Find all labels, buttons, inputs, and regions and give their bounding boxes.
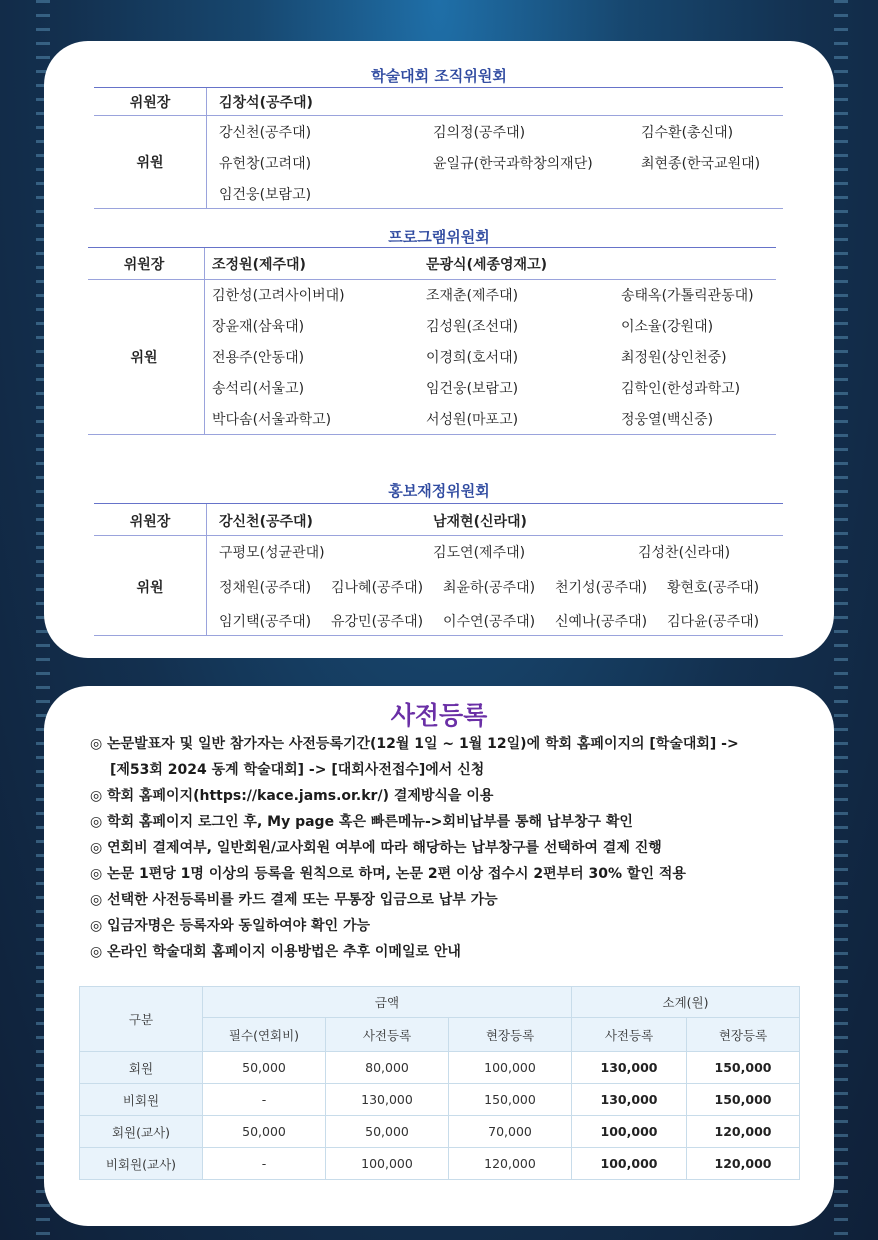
cell: 50,000 [203,1052,326,1084]
sub-header: 사전등록 [326,1018,449,1052]
divider [94,208,783,209]
program-member-label: 위원 [130,350,158,366]
member: 김성찬(신라대) [638,545,731,561]
registration-card [44,686,834,1226]
program-chair-label: 위원장 [123,257,165,273]
member: 이경희(호서대) [426,350,519,366]
member: 유헌창(고려대) [219,156,312,172]
member: 김수환(총신대) [641,125,734,141]
registration-line: ◎ 선택한 사전등록비를 카드 결제 또는 무통장 입금으로 납부 가능 [90,892,498,908]
member: 김한성(고려사이버대) [212,288,345,304]
table-row [80,1116,800,1148]
col-group-header: 구분 [80,987,203,1052]
member: 최윤하(공주대) [443,580,536,596]
registration-line: [제53회 2024 동계 학술대회] -> [대회사전접수]에서 신청 [110,762,485,778]
pr-chair: 남재현(신라대) [433,514,527,530]
cell: 120,000 [687,1116,800,1148]
member: 정웅열(백신중) [621,412,714,428]
cell: 70,000 [449,1116,572,1148]
registration-line: ◎ 연회비 결제여부, 일반회원/교사회원 여부에 따라 해당하는 납부창구를 선택하여 결제 진행 [90,840,662,856]
member: 최현종(한국교원대) [641,156,761,172]
organizing-chair: 김창석(공주대) [219,95,313,111]
member: 김다윤(공주대) [667,614,760,630]
row-label: 비회원(교사) [80,1148,203,1180]
divider [94,535,783,536]
cell: 50,000 [326,1116,449,1148]
registration-line: ◎ 학회 홈페이지 로그인 후, My page 혹은 빠른메뉴->회비납부를 통해 납부창구 확인 [90,814,633,830]
pr-chair: 강신천(공주대) [219,514,313,530]
member: 김학인(한성과학고) [621,381,741,397]
cell: 150,000 [449,1084,572,1116]
member: 유강민(공주대) [331,614,424,630]
member: 정채원(공주대) [219,580,312,596]
member: 임기택(공주대) [219,614,312,630]
fee-table [79,986,800,1180]
cell: - [203,1084,326,1116]
subtotal-header: 소계(원) [572,987,800,1018]
committee-card [44,41,834,658]
table-row [80,1052,800,1084]
registration-line: ◎ 온라인 학술대회 홈페이지 이용방법은 추후 이메일로 안내 [90,944,461,960]
registration-line: ◎ 논문 1편당 1명 이상의 등록을 원칙으로 하며, 논문 2편 이상 접수시 2편부터 30% 할인 적용 [90,866,686,882]
member: 김나혜(공주대) [331,580,424,596]
member: 최정원(상인천중) [621,350,727,366]
member: 김성원(조선대) [426,319,519,335]
cell: 130,000 [572,1052,687,1084]
member: 서성원(마포고) [426,412,519,428]
row-label: 회원 [80,1052,203,1084]
member: 이수연(공주대) [443,614,536,630]
cell: 150,000 [687,1084,800,1116]
member: 송태옥(가톨릭관동대) [621,288,754,304]
cell: 50,000 [203,1116,326,1148]
member: 강신천(공주대) [219,125,312,141]
divider [88,434,776,435]
divider [94,115,783,116]
pr-chair-label: 위원장 [129,514,171,530]
cell: 150,000 [687,1052,800,1084]
cell: 130,000 [572,1084,687,1116]
sub-header: 사전등록 [572,1018,687,1052]
organizing-chair-label: 위원장 [129,95,171,111]
organizing-member-label: 위원 [136,155,164,171]
divider [94,503,783,504]
pr-member-label: 위원 [136,580,164,596]
cell: 120,000 [449,1148,572,1180]
cell: 100,000 [449,1052,572,1084]
member: 박다솜(서울과학고) [212,412,332,428]
decorative-dots-right [834,0,848,1240]
cell: 100,000 [572,1116,687,1148]
amount-header: 금액 [203,987,572,1018]
divider [204,248,205,434]
registration-line: ◎ 학회 홈페이지(https://kace.jams.or.kr/) 결제방식을 이용 [90,788,494,804]
sub-header: 필수(연회비) [203,1018,326,1052]
member: 천기성(공주대) [555,580,648,596]
registration-title: 사전등록 [390,701,488,730]
member: 조재춘(제주대) [426,288,519,304]
cell: - [203,1148,326,1180]
divider [94,87,783,88]
member: 김의정(공주대) [433,125,526,141]
member: 신예나(공주대) [555,614,648,630]
member: 김도연(제주대) [433,545,526,561]
member: 임건웅(보람고) [426,381,519,397]
pr-committee-title: 홍보재정위원회 [388,482,490,500]
table-row [80,1084,800,1116]
program-chair: 조정원(제주대) [212,257,306,273]
divider [88,247,776,248]
cell: 80,000 [326,1052,449,1084]
cell: 100,000 [326,1148,449,1180]
registration-line: ◎ 논문발표자 및 일반 참가자는 사전등록기간(12월 1일 ~ 1월 12일)에 학회 홈페이지의 [학술대회] -> [90,736,739,752]
member: 전용주(안동대) [212,350,305,366]
member: 황현호(공주대) [667,580,760,596]
member: 구평모(성균관대) [219,545,325,561]
member: 장윤재(삼육대) [212,319,305,335]
table-row [80,1148,800,1180]
organizing-committee-title: 학술대회 조직위원회 [371,67,507,85]
divider [88,279,776,280]
program-committee-title: 프로그램위원회 [388,228,490,246]
sub-header: 현장등록 [449,1018,572,1052]
member: 이소율(강원대) [621,319,714,335]
program-chair: 문광식(세종영재고) [426,257,547,273]
divider [94,635,783,636]
cell: 120,000 [687,1148,800,1180]
cell: 130,000 [326,1084,449,1116]
divider [206,504,207,635]
cell: 100,000 [572,1148,687,1180]
registration-line: ◎ 입금자명은 등록자와 동일하여야 확인 가능 [90,918,371,934]
member: 임건웅(보람고) [219,187,312,203]
member: 윤일규(한국과학창의재단) [433,156,593,172]
sub-header: 현장등록 [687,1018,800,1052]
member: 송석리(서울고) [212,381,305,397]
row-label: 회원(교사) [80,1116,203,1148]
row-label: 비회원 [80,1084,203,1116]
divider [206,88,207,208]
